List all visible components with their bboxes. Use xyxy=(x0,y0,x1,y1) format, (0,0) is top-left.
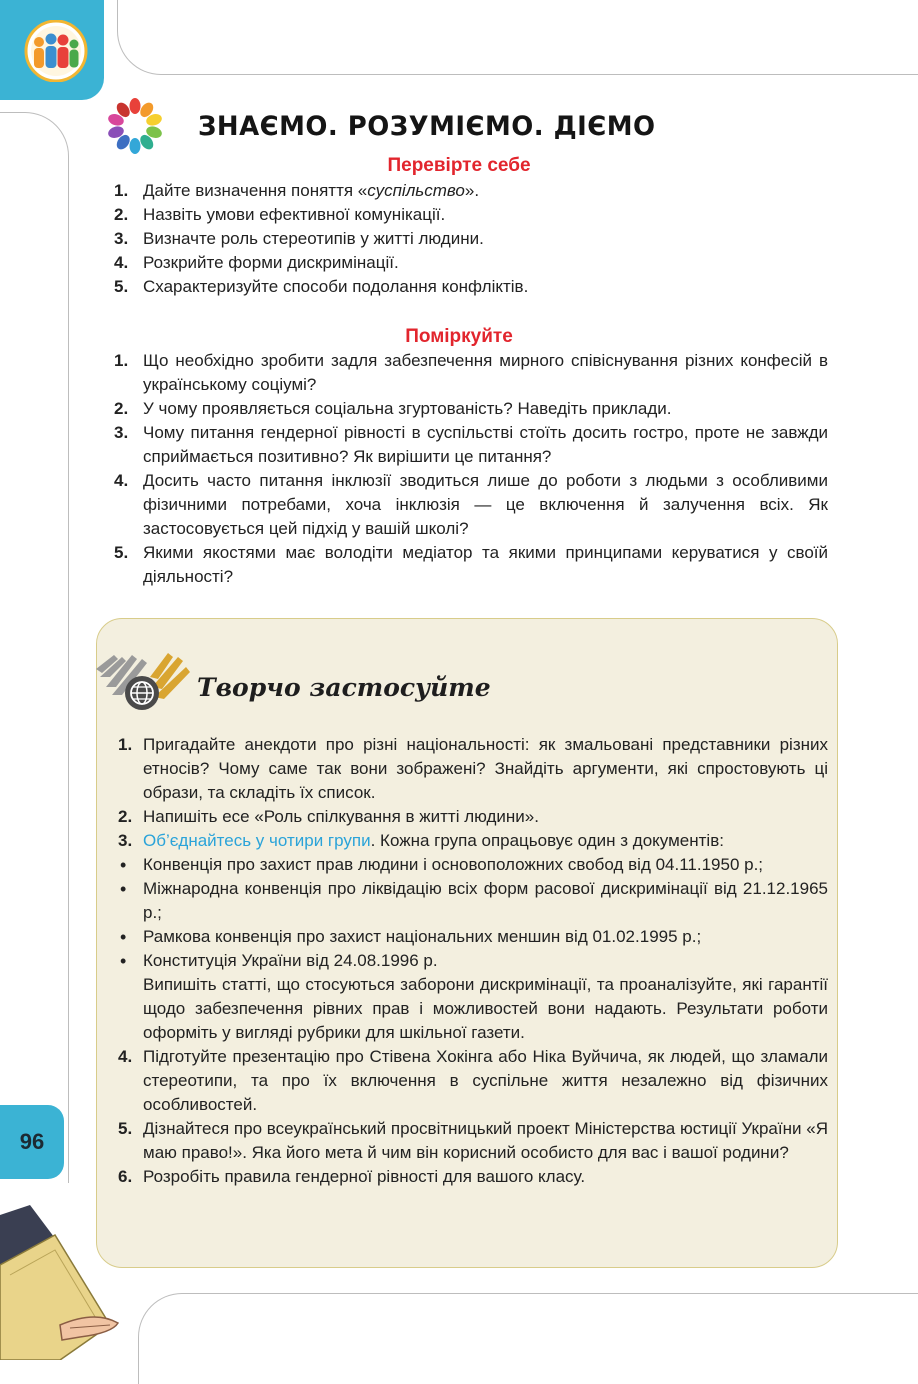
item-number: 2. xyxy=(118,807,133,826)
list-item xyxy=(114,203,828,227)
item-number: 5. xyxy=(114,277,129,296)
bullet-item xyxy=(118,949,828,1045)
item-number: 1. xyxy=(114,181,129,200)
bullet-item xyxy=(118,877,828,925)
list-item xyxy=(118,1165,828,1189)
item-number: 6. xyxy=(118,1167,133,1186)
item-number: 1. xyxy=(118,735,133,754)
hand-with-notebook-illustration xyxy=(0,1205,140,1365)
item-number: 2. xyxy=(114,399,129,418)
creative-title: Творчо застосуйте xyxy=(197,673,491,702)
list-item xyxy=(118,829,828,853)
item-number: 4. xyxy=(114,253,129,272)
item-text: Рамкова конвенція про захист національних меншин від 01.02.1995 р.; xyxy=(143,927,702,946)
item-number: 3. xyxy=(118,831,133,850)
bullet-dot: • xyxy=(120,879,127,899)
list-item xyxy=(118,1117,828,1165)
item-text: Розкрийте форми дискримінації. xyxy=(143,253,399,272)
bullet-dot: • xyxy=(120,927,127,947)
item-text: Конвенція про захист прав людини і основоположних свобод від 04.11.1950 р.; xyxy=(143,855,764,874)
section-title: ЗНАЄМО. РОЗУМІЄМО. ДІЄМО xyxy=(198,111,656,142)
item-number: 3. xyxy=(114,229,129,248)
item-text: Що необхідно зробити задля забезпечення мирного співіснування різних конфесій в українському соціумі? xyxy=(143,351,828,394)
list-item xyxy=(114,541,828,589)
people-group-icon xyxy=(22,20,90,87)
item-text: Міжнародна конвенція про ліквідацію всіх форм расової дискримінації від 21.12.1965 р.; xyxy=(143,879,828,922)
list-item xyxy=(114,469,828,541)
item-text: Якими якостями має володіти медіатор та якими принципами керуватися у своїй діяльності? xyxy=(143,543,828,586)
item-number: 5. xyxy=(114,543,129,562)
bullet-note: Випишіть статті, що стосуються заборони дискримінації, та проаналізуйте, які гарантії щодо забезпечення рівних прав і можливостей вони надають. Результати роботи оформіть у вигляді рубрики для шкільної газети. xyxy=(143,975,828,1042)
item-text: Дізнайтеся про всеукраїнський просвітницький проект Міністерства юстиції України «Я маю право!». Яка його мета й чим він корисний особисто для вас і вашої родини? xyxy=(143,1119,828,1162)
item-text: Розробіть правила гендерної рівності для вашого класу. xyxy=(143,1167,586,1186)
list-item xyxy=(118,733,828,805)
item-number: 5. xyxy=(118,1119,133,1138)
item-text: У чому проявляється соціальна згуртованість? Наведіть приклади. xyxy=(143,399,672,418)
list-item xyxy=(114,349,828,397)
item-number: 1. xyxy=(114,351,129,370)
bullet-item xyxy=(118,925,828,949)
item-text: Підготуйте презентацію про Стівена Хокінга або Ніка Вуйчича, як людей, що зламали стереотипи, та про їх включення в суспільне життя незалежно від фізичних особливостей. xyxy=(143,1047,828,1114)
list-item xyxy=(114,421,828,469)
item-number: 2. xyxy=(114,205,129,224)
bullet-item xyxy=(118,853,828,877)
item-emphasis: суспільство xyxy=(367,181,465,200)
check-yourself-heading: Перевірте себе xyxy=(387,155,531,176)
page-number: 96 xyxy=(19,1129,45,1154)
groups-link[interactable]: Об’єднайтесь у чотири групи xyxy=(143,831,371,850)
item-text: Дайте визначення поняття « xyxy=(143,181,368,200)
item-number: 4. xyxy=(118,1047,133,1066)
colorful-ring-icon xyxy=(104,96,166,161)
list-item xyxy=(114,275,828,299)
list-item xyxy=(118,805,828,829)
item-text: Схарактеризуйте способи подолання конфліктів. xyxy=(143,277,529,296)
item-text-end: ». xyxy=(464,181,480,200)
item-text: Конституція України від 24.08.1996 р. xyxy=(143,951,438,970)
creative-list xyxy=(118,733,828,1189)
list-item xyxy=(114,251,828,275)
item-text: Назвіть умови ефективної комунікації. xyxy=(143,205,446,224)
bullet-dot: • xyxy=(120,951,127,971)
hands-globe-icon xyxy=(92,647,194,724)
left-frame-line xyxy=(0,112,69,1183)
item-number: 4. xyxy=(114,471,129,490)
item-number: 3. xyxy=(114,423,129,442)
bullet-dot: • xyxy=(120,855,127,875)
list-item xyxy=(114,179,828,203)
item-text: Пригадайте анекдоти про різні національності: як змальовані представники різних етносів? Чому саме так вони зображені? Знайдіть аргументи, які спростовують ці образи, та складіть їх список. xyxy=(143,735,828,802)
item-text: Чому питання гендерної рівності в суспільстві стоїть досить гостро, проте не завжди сприймається позитивно? Як вирішити це питання? xyxy=(143,423,828,466)
item-text: Визначте роль стереотипів у житті людини. xyxy=(143,229,484,248)
think-heading: Поміркуйте xyxy=(405,326,513,347)
item-text: Досить часто питання інклюзії зводиться лише до роботи з людьми з особливими фізичними потребами, хоча інклюзія — це включення й залучення всіх. Як застосовується цей підхід у вашій школі? xyxy=(143,471,828,538)
item-text: . Кожна група опрацьовує один з документів: xyxy=(370,831,724,850)
page-number-tab xyxy=(0,1105,64,1179)
list-item xyxy=(114,397,828,421)
think-list xyxy=(114,349,828,589)
bottom-frame-line xyxy=(138,1293,918,1384)
list-item xyxy=(118,1045,828,1117)
top-frame-line xyxy=(117,0,918,75)
check-yourself-list xyxy=(114,179,828,299)
item-text: Напишіть есе «Роль спілкування в житті людини». xyxy=(143,807,539,826)
list-item xyxy=(114,227,828,251)
